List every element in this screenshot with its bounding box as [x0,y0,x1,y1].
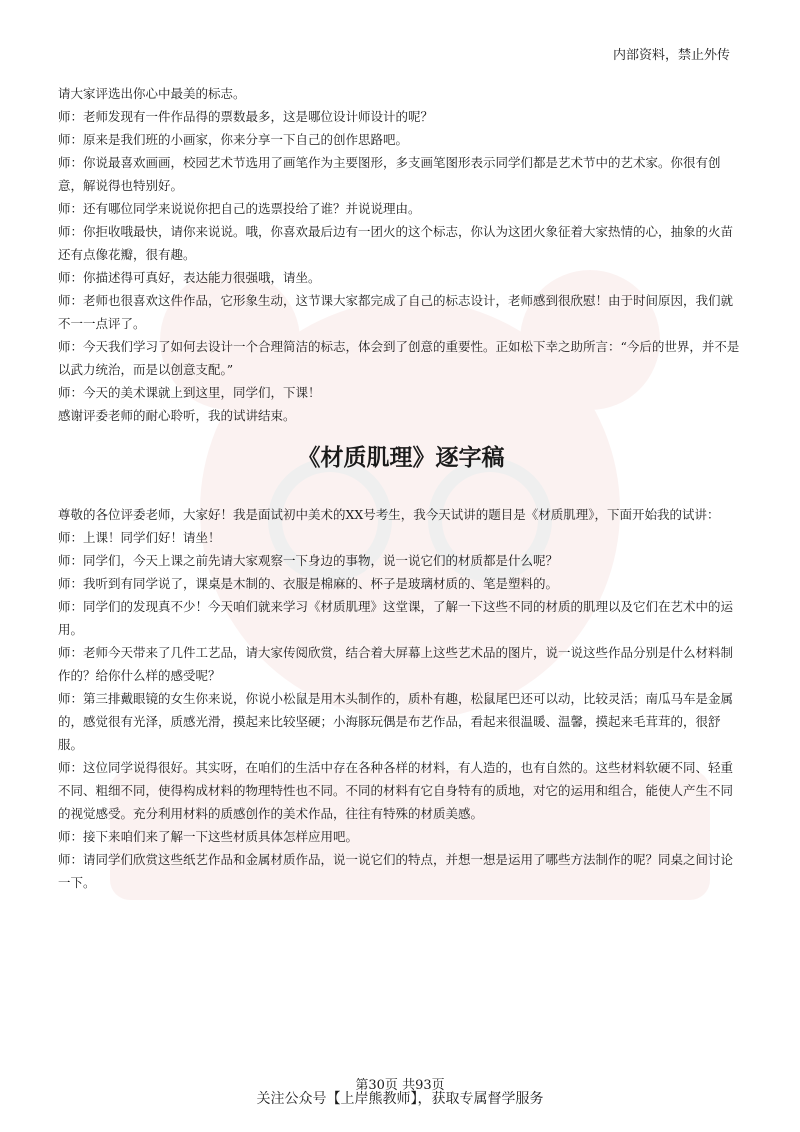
document-body [58,82,744,894]
paragraph: 请大家评选出你心中最美的标志。 [58,86,246,101]
paragraph: 师：我听到有同学说了，课桌是木制的、衣服是棉麻的、杯子是玻璃材质的、笔是塑料的。 [58,576,559,591]
paragraph: 师：老师也很喜欢这件作品，它形象生动，这节课大家都完成了自己的标志设计，老师感到很欣慰！由于时间原因，我们就不一一点评了。 [58,293,734,331]
paragraph: 师：今天我们学习了如何去设计一个合理简洁的标志，体会到了创意的重要性。正如松下幸之助所言：“今后的世界，并不是以武力统治，而是以创意支配。” [58,339,740,377]
paragraph: 尊敬的各位评委老师，大家好！我是面试初中美术的XX号考生，我今天试讲的题目是《材质肌理》，下面开始我的试讲： [58,507,720,522]
paragraph: 师：请同学们欣赏这些纸艺作品和金属材质作品，说一说它们的特点，并想一想是运用了哪些方法制作的呢？同桌之间讨论一下。 [58,852,734,890]
section-title: 《材质肌理》逐字稿 [297,444,505,471]
paragraph: 师：原来是我们班的小画家，你来分享一下自己的创作思路吧。 [58,132,409,147]
paragraph: 感谢评委老师的耐心聆听，我的试讲结束。 [58,408,296,423]
paragraph: 师：你拒收哦最快，请你来说说。哦，你喜欢最后边有一团火的这个标志，你认为这团火象征着大家热情的心，抽象的火苗还有点像花瓣，很有趣。 [58,224,734,262]
header-note: 内部资料，禁止外传 [612,48,730,63]
paragraph: 师：上课！同学们好！请坐！ [58,530,221,545]
paragraph: 师：还有哪位同学来说说你把自己的选票投给了谁？并说说理由。 [58,201,421,216]
page-number: 第30页 共93页 [355,1078,445,1093]
paragraph: 师：第三排戴眼镜的女生你来说，你说小松鼠是用木头制作的，质朴有趣，松鼠尾巴还可以动，比较灵活；南瓜马车是金属的，感觉很有光泽，质感光滑，摸起来比较坚硬；小海豚玩偶是布艺作品，看起来很温暖、温馨，摸起来毛茸茸的，很舒服。 [58,691,734,752]
paragraph: 师：这位同学说得很好。其实呀，在咱们的生活中存在各种各样的材料，有人造的，也有自然的。这些材料软硬不同、轻重不同、粗细不同，使得构成材料的物理特性也不同。不同的材料有它自身特有的质地，对它的运用和组合，能使人产生不同的视觉感受。充分利用材料的质感创作的美术作品，往往有特殊的材质美感。 [58,760,734,821]
paragraph: 师：同学们的发现真不少！今天咱们就来学习《材质肌理》这堂课，了解一下这些不同的材质的肌理以及它们在艺术中的运用。 [58,599,734,637]
paragraph: 师：老师发现有一件作品得的票数最多，这是哪位设计师设计的呢？ [58,109,434,124]
paragraph: 师：你说最喜欢画画，校园艺术节选用了画笔作为主要图形，多支画笔图形表示同学们都是艺术节中的艺术家。你很有创意，解说得也特别好。 [58,155,721,193]
paragraph: 师：老师今天带来了几件工艺品，请大家传阅欣赏，结合着大屏幕上这些艺术品的图片，说一说这些作品分别是什么材料制作的？给你什么样的感受呢？ [58,645,734,683]
paragraph: 师：今天的美术课就上到这里，同学们，下课！ [58,385,321,400]
paragraph: 师：接下来咱们来了解一下这些材质具体怎样应用吧。 [58,829,359,844]
paragraph: 师：你描述得可真好，表达能力很强哦，请坐。 [58,270,321,285]
footer-promo: 关注公众号【上岸熊教师】，获取专属督学服务 [256,1091,544,1107]
paragraph: 师：同学们，今天上课之前先请大家观察一下身边的事物，说一说它们的材质都是什么呢？ [58,553,559,568]
